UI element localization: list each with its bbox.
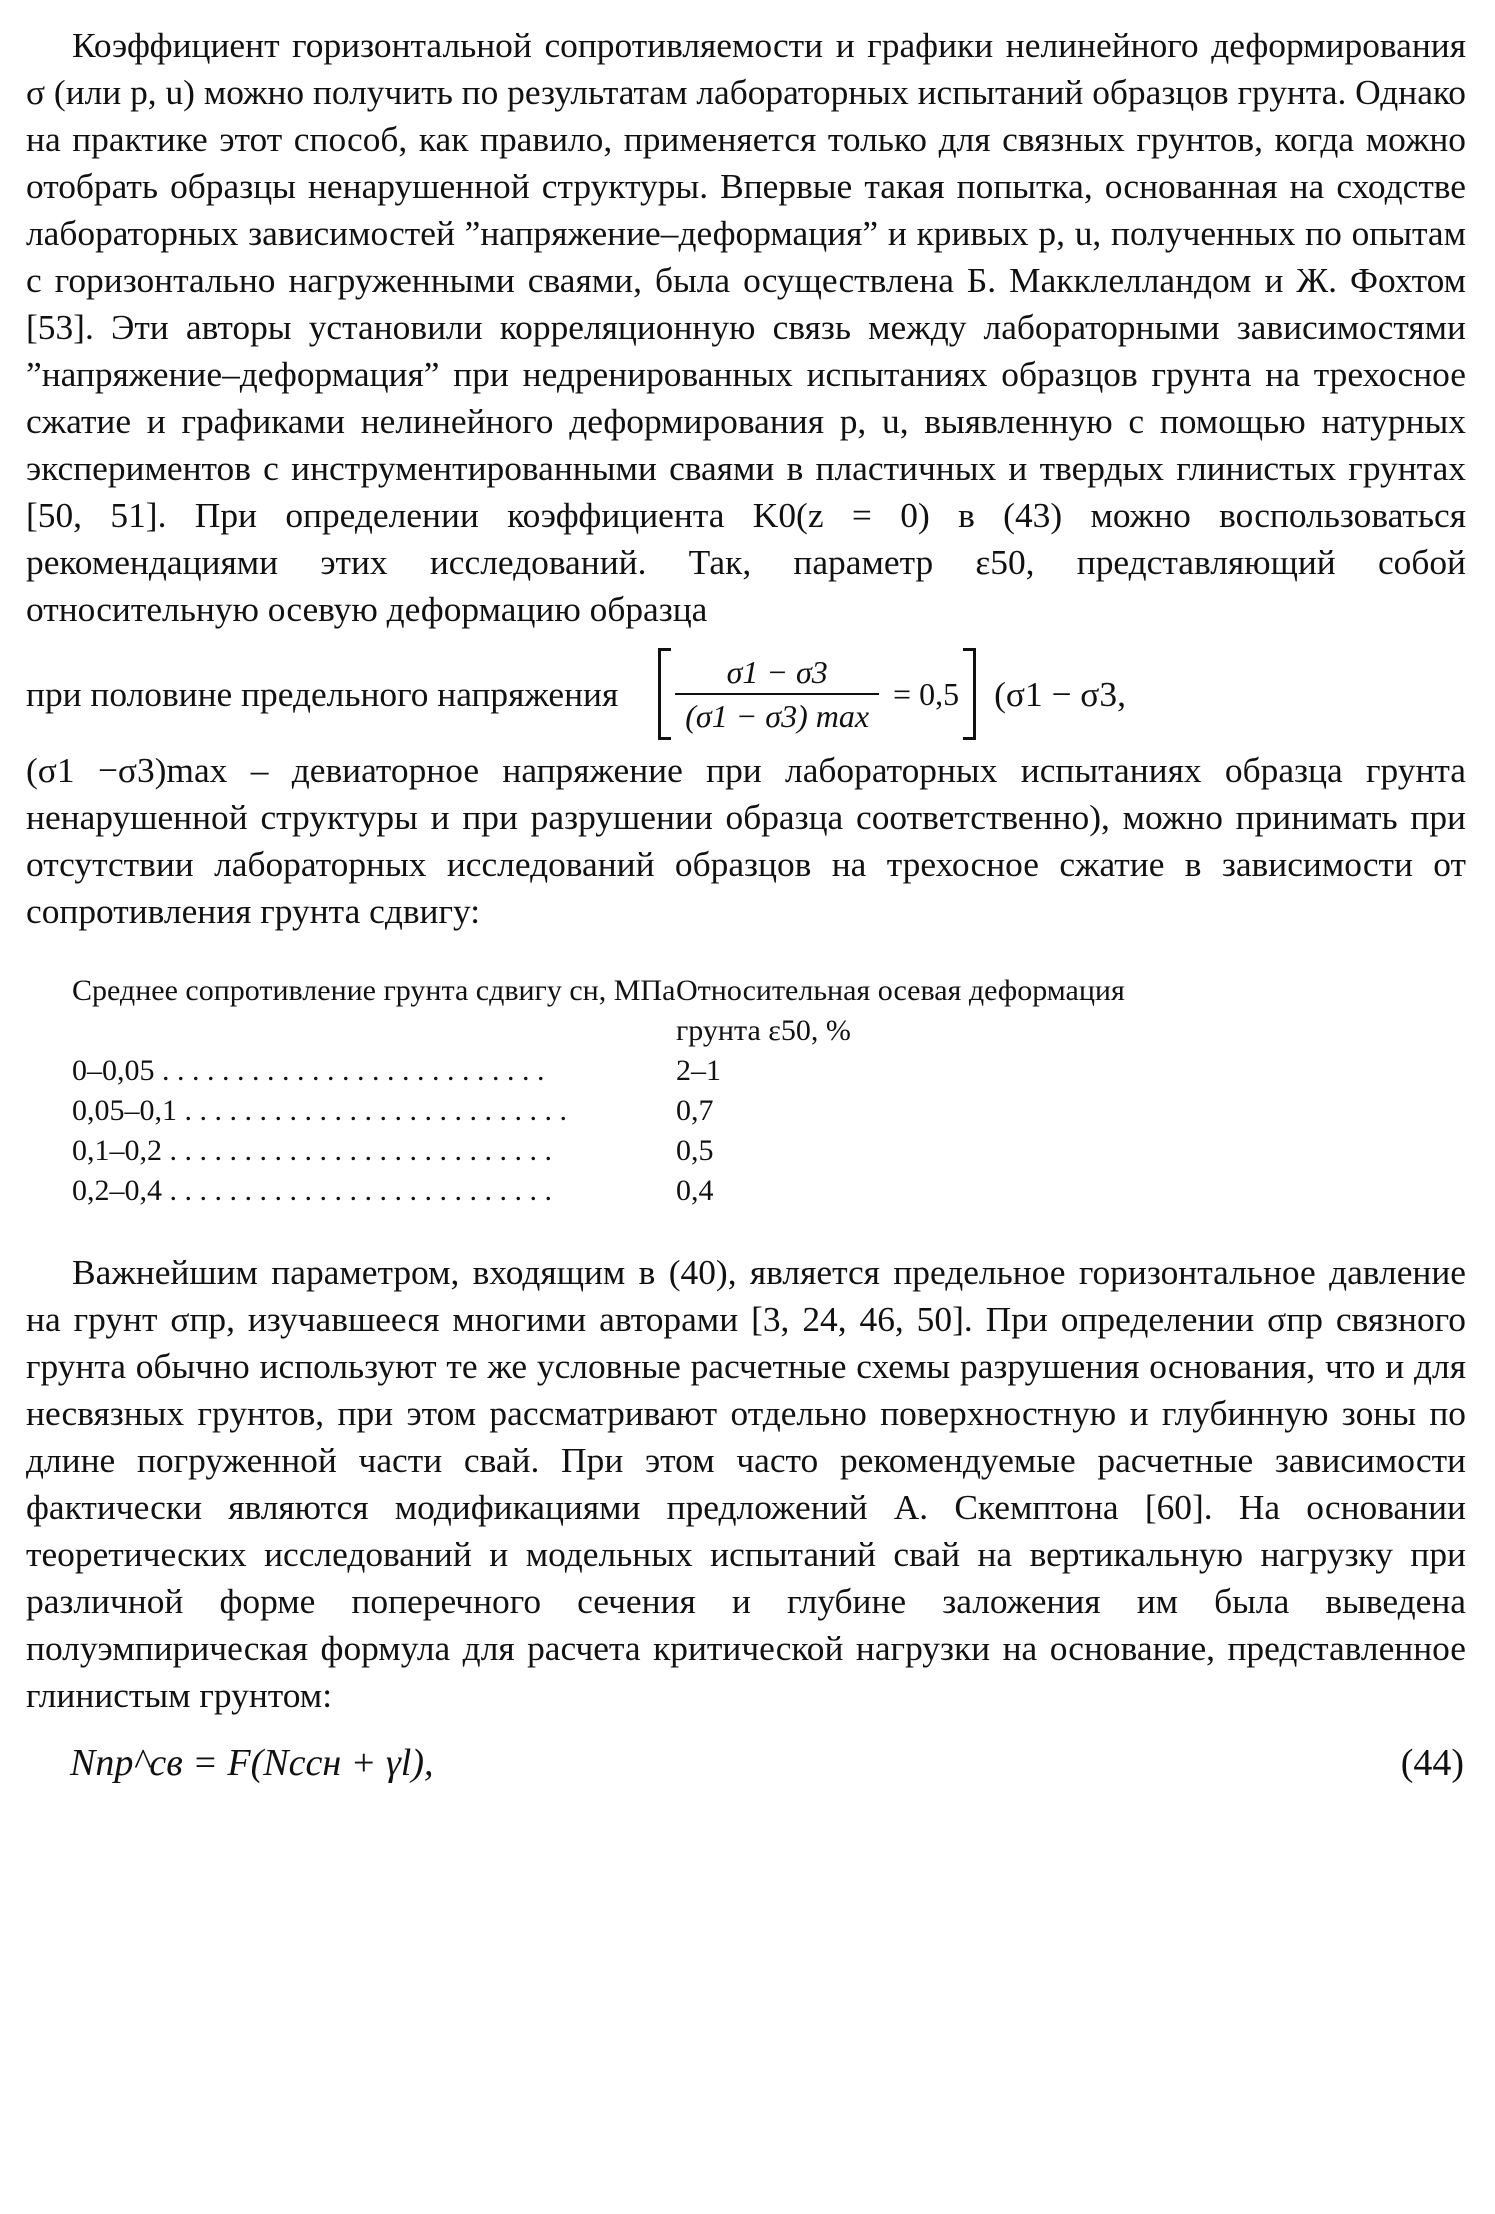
table-row <box>72 1051 1466 1091</box>
table-cell-strain: 0,5 <box>676 1134 714 1167</box>
table-header-strain: Относительная осевая деформация грунта ε50, % <box>676 974 1125 1047</box>
ratio-numerator: σ1 − σ3 <box>726 654 828 690</box>
table-header-shear: Среднее сопротивление грунта сдвигу cн, МПа <box>72 974 676 1007</box>
shear-strain-table <box>72 971 1466 1211</box>
table-cell-strain: 2–1 <box>676 1054 721 1087</box>
paragraph-horizontal-resistance: Коэффициент горизонтальной сопротивляемости и графики нелинейного деформирования σ (или p, u) можно получить по результатам лабораторных испытаний образцов грунта. Однако на практике этот способ, как правило, применяется только для связных грунтов, когда можно отобрать образцы ненарушенной структуры. Впервые такая попытка, основанная на сходстве лабораторных зависимостей ”напряжение–деформация” и кривых p, u, полученных по опытам с горизонтально нагруженными сваями, была осуществлена Б. Макклелландом и Ж. Фохтом [53]. Эти авторы установили корреляционную связь между лабораторными зависимостями ”напряжение–деформация” при недренированных испытаниях образцов грунта на трехосное сжатие и графиками нелинейного деформирования p, u, выявленную с помощью натурных экспериментов с инструментированными сваями в пластичных и твердых глинистых грунтах [50, 51]. При определении коэффициента K0(z = 0) в (43) можно воспользоваться рекомендациями этих исследований. Так, параметр ε50, представляющий собой относительную осевую деформацию образца <box>26 25 1467 629</box>
ratio-fraction <box>675 653 879 735</box>
formula-number: (44) <box>1400 1742 1464 1784</box>
table-cell-shear: 0,05–0,1 . . . . . . . . . . . . . . . . . . . . . . . . . . <box>72 1094 567 1127</box>
formula-44 <box>26 1741 1466 1785</box>
table-cell-strain: 0,4 <box>676 1174 714 1207</box>
document-page <box>26 22 1466 1785</box>
table-row <box>72 1091 1466 1131</box>
table-cell-shear: 0–0,05 . . . . . . . . . . . . . . . . . . . . . . . . . . <box>72 1054 545 1087</box>
table-row <box>72 1171 1466 1211</box>
table-cell-strain: 0,7 <box>676 1094 714 1127</box>
paragraph-deviator-stress: (σ1 −σ3)max – девиаторное напряжение при лабораторных испытаниях образца грунта ненарушенной структуры и при разрушении образца соответственно), можно принимать при отсутствии лабораторных исследований образцов на трехосное сжатие в зависимости от сопротивления грунта сдвигу: <box>26 750 1466 931</box>
ratio-definition-row <box>26 641 1466 747</box>
ratio-denominator: (σ1 − σ3) max <box>675 693 879 735</box>
ratio-tail-text: (σ1 − σ3, <box>994 673 1126 714</box>
table-header <box>72 971 1466 1051</box>
ratio-bracket <box>658 648 976 740</box>
ratio-equals: = 0,5 <box>893 675 960 712</box>
table-cell-shear: 0,1–0,2 . . . . . . . . . . . . . . . . . . . . . . . . . . <box>72 1134 552 1167</box>
table-row <box>72 1131 1466 1171</box>
formula-expression: Nпр^св = F(Ncсн + γl), <box>70 1742 434 1784</box>
paragraph-ultimate-pressure: Важнейшим параметром, входящим в (40), является предельное горизонтальное давление на грунт σпр, изучавшееся многими авторами [3, 24, 46, 50]. При определении σпр связного грунта обычно используют те же условные расчетные схемы разрушения основания, что и для несвязных грунтов, при этом рассматривают отдельно поверхностную и глубинную зоны по длине погруженной части свай. При этом часто рекомендуемые расчетные зависимости фактически являются модификациями предложений А. Скемптона [60]. На основании теоретических исследований и модельных испытаний свай на вертикальную нагрузку при различной форме поперечного сечения и глубине заложения им была выведена полуэмпирическая формула для расчета критической нагрузки на основание, представленное глинистым грунтом: <box>26 1252 1466 1715</box>
ratio-lead-text: при половине предельного напряжения <box>26 673 619 714</box>
table-cell-shear: 0,2–0,4 . . . . . . . . . . . . . . . . . . . . . . . . . . <box>72 1174 552 1207</box>
